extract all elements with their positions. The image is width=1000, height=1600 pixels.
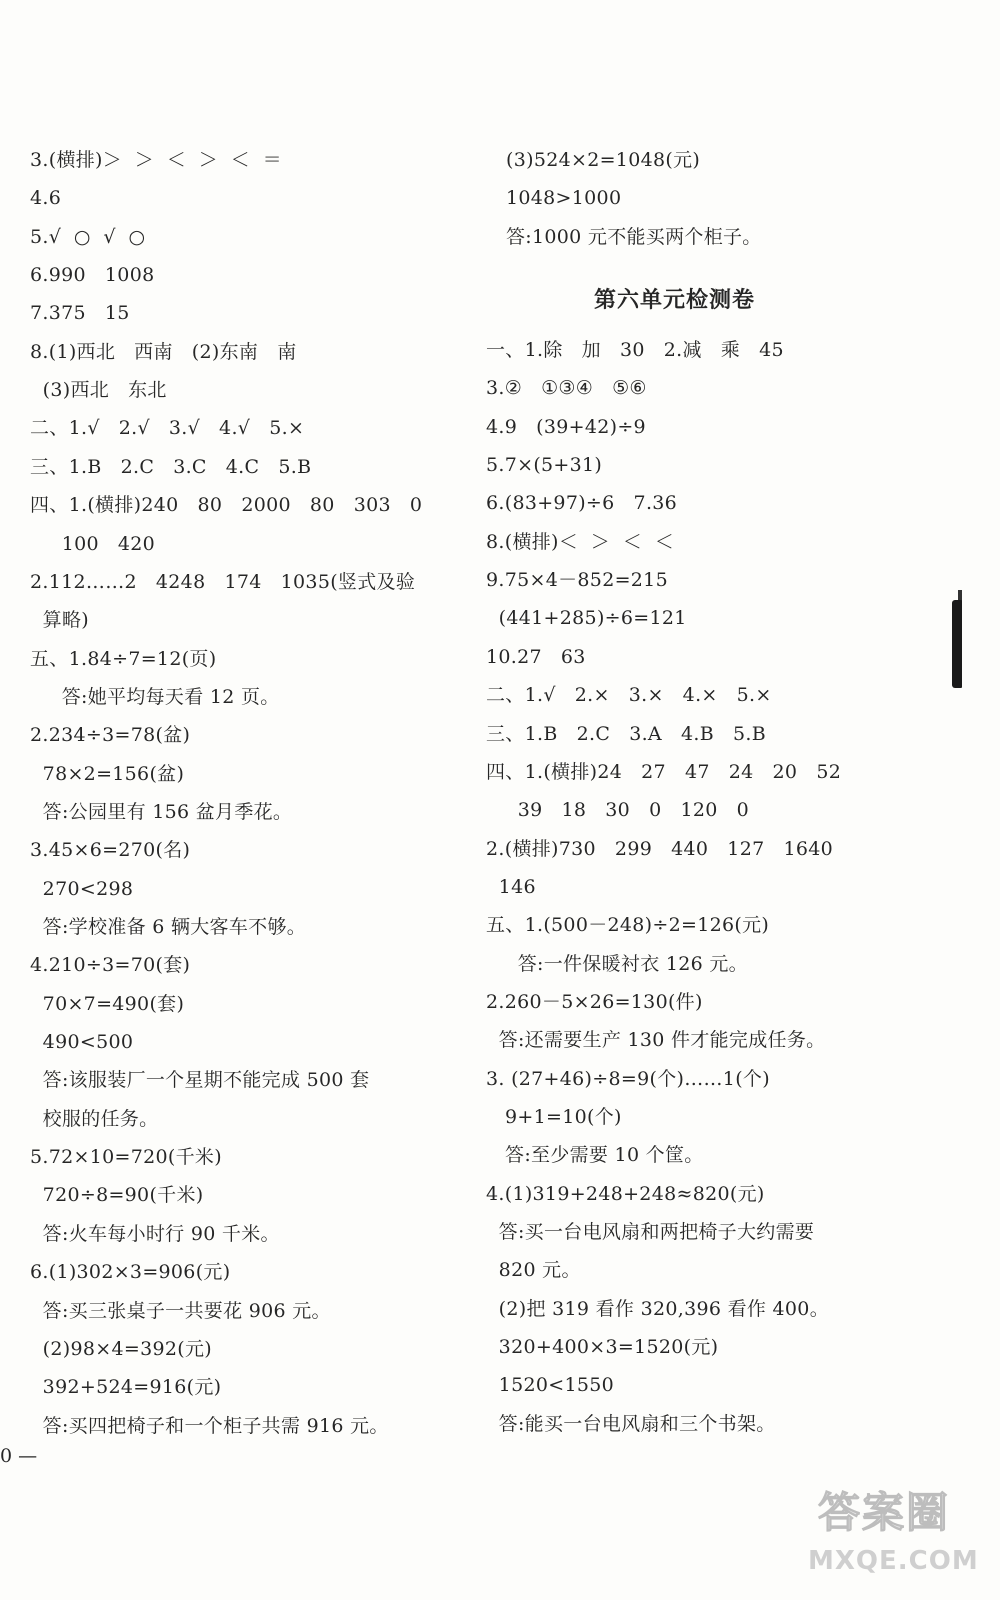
text-line: 二、1.√ 2.× 3.× 4.× 5.× [486,684,772,707]
text-line: 4.210÷3=70(套) [30,954,191,977]
text-line: 2.260－5×26=130(件) [486,990,703,1013]
text-line: 1048>1000 [506,187,622,210]
text-line: 8.(1)西北 西南 (2)东南 南 [30,340,297,363]
text-line: 四、1.(横排)24 27 47 24 20 52 [486,760,842,783]
text-line: 5.√ ○ √ ○ [30,225,146,248]
text-line: 三、1.B 2.C 3.A 4.B 5.B [486,722,766,745]
text-line: 五、1.84÷7=12(页) [30,647,217,670]
text-line: 2.234÷3=78(盆) [30,724,191,747]
text-line: 3. (27+46)÷8=9(个)……1(个) [486,1067,770,1090]
text-line: 校服的任务。 [30,1107,159,1130]
text-line: 二、1.√ 2.√ 3.√ 4.√ 5.× [30,417,305,440]
text-line: 270<298 [30,877,134,900]
watermark [808,1480,980,1590]
text-line: 答:公园里有 156 盆月季花。 [30,800,293,823]
text-line: (441+285)÷6=121 [486,607,687,630]
text-line: 100 420 [30,532,156,555]
text-line: 三、1.B 2.C 3.C 4.C 5.B [30,455,312,478]
text-line: 答:买一台电风扇和两把椅子大约需要 [486,1221,815,1244]
text-line: 答:学校准备 6 辆大客车不够。 [30,916,307,938]
text-line: 2.(横排)730 299 440 127 1640 [486,837,834,860]
text-line: 答:买四把椅子和一个柜子共需 916 元。 [30,1414,389,1437]
text-line: 6.(1)302×3=906(元) [30,1261,231,1284]
text-line: 答:买三张桌子一共要花 906 元。 [30,1299,331,1322]
text-line: 答:火车每小时行 90 千米。 [30,1222,280,1245]
text-line: 4.(1)319+248+248≈820(元) [486,1182,765,1205]
text-line: (2)98×4=392(元) [30,1337,212,1360]
text-line: 3.② ①③④ ⑤⑥ [486,377,647,400]
text-line: 答:她平均每天看 12 页。 [30,685,280,708]
text-line: (3)524×2=1048(元) [506,149,701,171]
text-line: 答:还需要生产 130 件才能完成任务。 [486,1029,826,1052]
scan-mark [952,600,962,688]
text-line: 答:至少需要 10 个筐。 [486,1144,704,1167]
text-line: 10.27 63 [486,645,586,668]
text-line: 9+1=10(个) [486,1106,622,1128]
text-line: 820 元。 [486,1259,581,1282]
text-line: 490<500 [30,1031,134,1054]
text-line: (2)把 319 看作 320,396 看作 400。 [486,1297,829,1320]
text-line: (3)西北 东北 [30,379,167,402]
text-line: 4.9 (39+42)÷9 [486,415,646,438]
text-line: 答:能买一台电风扇和三个书架。 [486,1412,776,1435]
text-line: 4.6 [30,187,62,210]
text-line: 146 [486,875,536,898]
text-line: 3.(横排)＞ ＞ ＜ ＞ ＜ ＝ [30,149,282,171]
text-line: 算略) [30,609,89,632]
watermark-logo: 答案圈 [818,1488,951,1537]
text-line: 四、1.(横排)240 80 2000 80 303 0 [30,494,423,517]
text-line: 1520<1550 [486,1374,615,1397]
text-line: 392+524=916(元) [30,1376,222,1399]
text-line: 7.375 15 [30,302,130,325]
text-line: 3.45×6=270(名) [30,839,191,862]
text-line: 答:该服装厂一个星期不能完成 500 套 [30,1069,370,1092]
watermark-url: MXQE.COM [808,1546,979,1576]
text-line: 9.75×4－852=215 [486,569,668,592]
text-line: 6.(83+97)÷6 7.36 [486,492,678,515]
text-line: 78×2=156(盆) [30,762,185,785]
text-line: 答:一件保暖衬衣 126 元。 [486,952,748,975]
text-line: 70×7=490(套) [30,992,185,1015]
page-number: 0 — [0,1445,38,1467]
text-line: 答:1000 元不能买两个柜子。 [506,225,762,248]
text-line: 一、1.除 加 30 2.减 乘 45 [486,339,784,361]
section-title: 第六单元检测卷 [594,288,756,313]
text-line: 5.72×10=720(千米) [30,1146,222,1169]
text-line: 720÷8=90(千米) [30,1184,204,1207]
text-line: 39 18 30 0 120 0 [486,799,750,822]
text-line: 2.112……2 4248 174 1035(竖式及验 [30,570,416,593]
text-line: 五、1.(500－248)÷2=126(元) [486,914,770,937]
text-line: 8.(横排)＜ ＞ ＜ ＜ [486,530,674,553]
text-line: 6.990 1008 [30,264,155,287]
text-line: 5.7×(5+31) [486,454,603,477]
text-line: 320+400×3=1520(元) [486,1336,719,1359]
